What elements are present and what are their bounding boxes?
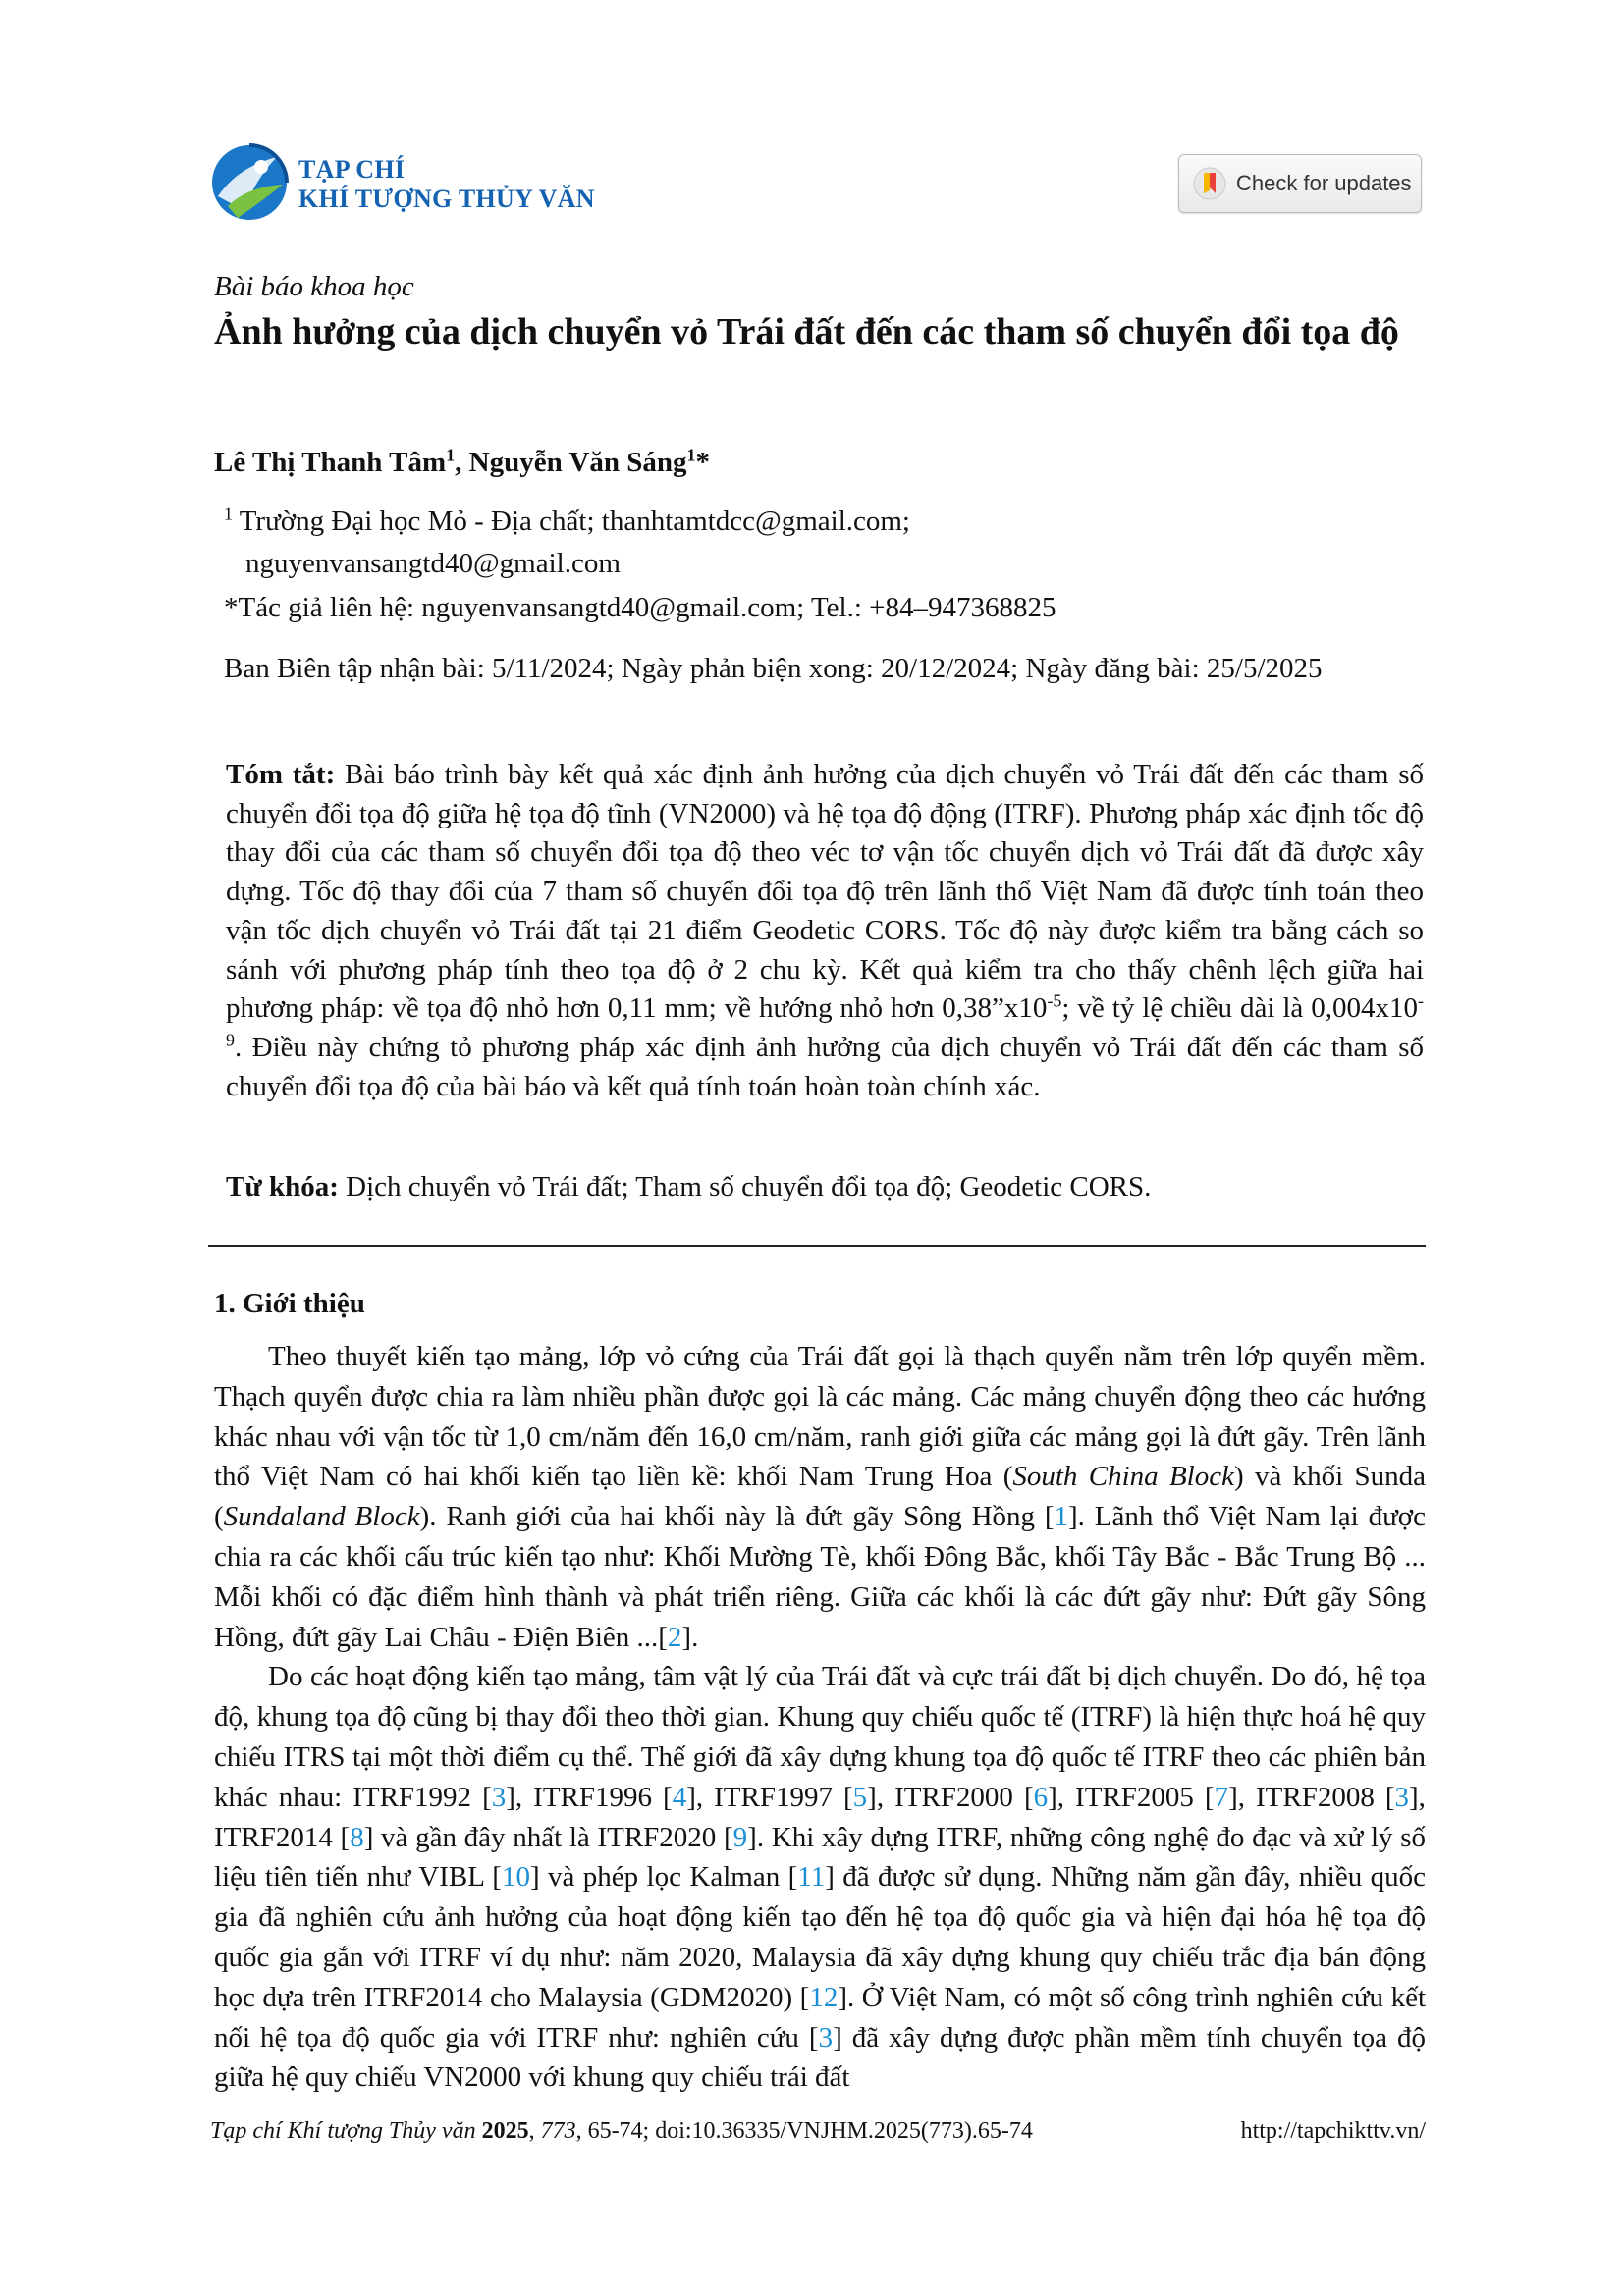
journal-logo[interactable] [208, 137, 621, 231]
text-run: ] đã được sử dụng. Những năm gần đây, nhiều quốc gia đã nghiên cứu ảnh hưởng của hoạt động kiến tạo đến hệ tọa độ quốc gia và hiện đại hóa hệ tọa độ quốc gia gắn với ITRF ví dụ như: năm 2020, Malaysia đã xây dựng khung quy chiếu trắc địa bán động học dựa trên ITRF2014 cho Malaysia (GDM2020) [ [214, 1861, 1426, 2013]
citation-line: Tạp chí Khí tượng Thủy văn 2025, 773, 65-74; doi:10.36335/VNJHM.2025(773).65-74 [210, 2118, 1033, 2144]
citation-link[interactable]: 5 [852, 1781, 868, 1813]
text-run: ) và khối Sunda ( [214, 1461, 1426, 1533]
paragraph [214, 1337, 1426, 1657]
article-type: Bài báo khoa học [214, 271, 414, 302]
abstract-text: ; về tỷ lệ chiều dài là 0,004x10 [1061, 992, 1419, 1025]
text-run: ]. Lãnh thổ Việt Nam lại được chia ra các khối cấu trúc kiến tạo như: Khối Mường Tè, khối Đông Bắc, khối Tây Bắc - Bắc Trung Bộ ... Mỗi khối có đặc điểm hình thành và phát triển riêng. Giữa các khối là các đứt gãy như: Đứt gãy Sông Hồng, đứt gãy Lai Châu - Điện Biên ...[ [214, 1501, 1426, 1653]
corresponding-star: * [695, 447, 711, 478]
affil-line-2: nguyenvansangtd40@gmail.com [245, 548, 621, 579]
keywords-text: Dịch chuyển vỏ Trái đất; Tham số chuyển đổi tọa độ; Geodetic CORS. [338, 1171, 1152, 1202]
footer-volume: 773 [540, 2118, 576, 2144]
text-run: ], ITRF1997 [ [686, 1781, 853, 1813]
abstract-text: Bài báo trình bày kết quả xác định ảnh hưởng của dịch chuyển vỏ Trái đất đến các tham số chuyển đổi tọa độ giữa hệ tọa độ tĩnh (VN2000) và hệ tọa độ động (ITRF). Phương pháp xác định tốc độ thay đổi của các tham số chuyển đổi tọa độ theo véc tơ vận tốc chuyển dịch vỏ Trái đất đã được xây dựng. Tốc độ thay đổi của 7 tham số chuyển đổi tọa độ trên lãnh thổ Việt Nam đã được tính toán theo vận tốc dịch chuyển vỏ Trái đất tại 21 điểm Geodetic CORS. Tốc độ này được kiểm tra bằng cách so sánh với phương pháp tính theo tọa độ ở 2 chu kỳ. Kết quả kiểm tra cho thấy chênh lệch giữa hai phương pháp: về tọa độ nhỏ hơn 0,11 mm; về hướng nhỏ hơn 0,38”x10 [226, 759, 1424, 1025]
citation-link[interactable]: 3 [1394, 1781, 1410, 1813]
section-body [214, 1337, 1426, 2098]
footer-journal: Tạp chí Khí tượng Thủy văn [210, 2118, 476, 2144]
text-run: ]. Khi xây dựng ITRF, những công nghệ đo đạc và xử lý số liệu tiên tiến như VIBL [ [214, 1821, 1427, 1894]
bookmark-update-icon [1193, 164, 1226, 203]
abstract [226, 756, 1424, 1106]
author-name: Lê Thị Thanh Tâm [214, 447, 447, 478]
corresponding-author: *Tác giả liên hệ: nguyenvansangtd40@gmail.com; Tel.: +84–947368825 [224, 592, 1056, 623]
text-run: ). Ranh giới của hai khối này là đứt gãy Sông Hồng [ [419, 1501, 1055, 1533]
citation-link[interactable]: 6 [1033, 1781, 1049, 1813]
article-title: Ảnh hưởng của dịch chuyển vỏ Trái đất đến các tham số chuyển đổi tọa độ [214, 311, 1399, 352]
text-run: ] và phép lọc Kalman [ [529, 1861, 798, 1894]
affiliation [224, 501, 910, 585]
paragraph [214, 1657, 1426, 2098]
article-dates: Ban Biên tập nhận bài: 5/11/2024; Ngày phản biện xong: 20/12/2024; Ngày đăng bài: 25/5/2025 [224, 653, 1323, 684]
citation-link[interactable]: 1 [1054, 1501, 1069, 1533]
abstract-exponent: -9 [226, 990, 1424, 1050]
citation-link[interactable]: 2 [667, 1621, 682, 1653]
citation-link[interactable]: 7 [1214, 1781, 1229, 1813]
text-run: Do các hoạt động kiến tạo mảng, tâm vật lý của Trái đất và cực trái đất bị dịch chuyển. Do đó, hệ tọa độ, khung tọa độ cũng bị thay đổi theo thời gian. Khung quy chiếu quốc tế (ITRF) là hiện thực hoá hệ quy chiếu ITRS tại một thời điểm cụ thể. Thế giới đã xây dựng khung tọa độ quốc tế ITRF theo các phiên bản khác nhau: ITRF1992 [ [214, 1661, 1426, 1813]
author-affil-sup: 1 [686, 445, 696, 465]
abstract-label: Tóm tắt: [226, 759, 336, 790]
citation-link[interactable]: 4 [672, 1781, 687, 1813]
text-run: Theo thuyết kiến tạo mảng, lớp vỏ cứng của Trái đất gọi là thạch quyển nằm trên lớp quyển mềm. Thạch quyển được chia ra làm nhiều phần được gọi là các mảng. Các mảng chuyển động theo các hướng khác nhau với vận tốc từ 1,0 cm/năm đến 16,0 cm/năm, ranh giới giữa các mảng gọi là đứt gãy. Trên lãnh thổ Việt Nam có hai khối kiến tạo liền kề: khối Nam Trung Hoa ( [214, 1341, 1426, 1493]
section-divider [208, 1245, 1426, 1247]
journal-name-line2: KHÍ TƯỢNG THỦY VĂN [298, 185, 595, 213]
citation-link[interactable]: 8 [350, 1821, 364, 1853]
author-separator: , [455, 447, 469, 478]
page-footer [210, 2118, 1426, 2145]
text-run: ], ITRF2008 [ [1228, 1781, 1395, 1813]
text-run: ], ITRF2000 [ [867, 1781, 1034, 1813]
citation-link[interactable]: 10 [501, 1861, 530, 1894]
citation-link[interactable]: 3 [818, 2021, 834, 2054]
italic-term: Sundaland Block [223, 1501, 420, 1533]
affil-line-1: Trường Đại học Mỏ - Địa chất; thanhtamtdcc@gmail.com; [239, 506, 910, 537]
citation-link[interactable]: 12 [809, 1981, 839, 2013]
footer-doi: , 65-74; doi:10.36335/VNJHM.2025(773).65-74 [575, 2118, 1033, 2144]
text-run: ] đã xây dựng được phần mềm tính chuyển tọa độ giữa hệ quy chiếu VN2000 với khung quy chiếu trái đất [214, 2021, 1427, 2094]
text-run: ]. [681, 1621, 699, 1653]
text-run: ], ITRF2005 [ [1048, 1781, 1215, 1813]
footer-url[interactable]: http://tapchikttv.vn/ [1240, 2118, 1426, 2144]
abstract-exponent: -5 [1047, 990, 1062, 1011]
text-run: ], ITRF2014 [ [214, 1781, 1426, 1853]
check-for-updates-label: Check for updates [1236, 171, 1412, 195]
journal-emblem-icon [208, 137, 293, 228]
footer-year: 2025 [481, 2118, 529, 2144]
citation-link[interactable]: 11 [797, 1861, 826, 1894]
journal-name-line1: TẠP CHÍ [298, 155, 406, 184]
author-affil-sup: 1 [446, 445, 456, 465]
section-heading: 1. Giới thiệu [214, 1288, 365, 1319]
italic-term: South China Block [1012, 1461, 1234, 1493]
citation-link[interactable]: 3 [491, 1781, 507, 1813]
affil-number: 1 [224, 504, 233, 524]
author-list [214, 447, 710, 479]
text-run: ], ITRF1996 [ [506, 1781, 673, 1813]
keywords [226, 1171, 1151, 1203]
keywords-label: Từ khóa: [226, 1171, 339, 1202]
text-run: ]. Ở Việt Nam, có một số công trình nghiên cứu kết nối hệ tọa độ quốc gia với ITRF như: nghiên cứu [ [214, 1981, 1426, 2054]
check-for-updates-button[interactable] [1178, 154, 1422, 213]
text-run: ] và gần đây nhất là ITRF2020 [ [363, 1821, 733, 1853]
author-name: Nguyễn Văn Sáng [468, 447, 687, 478]
citation-link[interactable]: 9 [732, 1821, 748, 1853]
abstract-text: . Điều này chứng tỏ phương pháp xác định ảnh hưởng của dịch chuyển vỏ Trái đất đến các tham số chuyển đổi tọa độ của bài báo và kết quả tính toán hoàn toàn chính xác. [226, 1031, 1424, 1102]
